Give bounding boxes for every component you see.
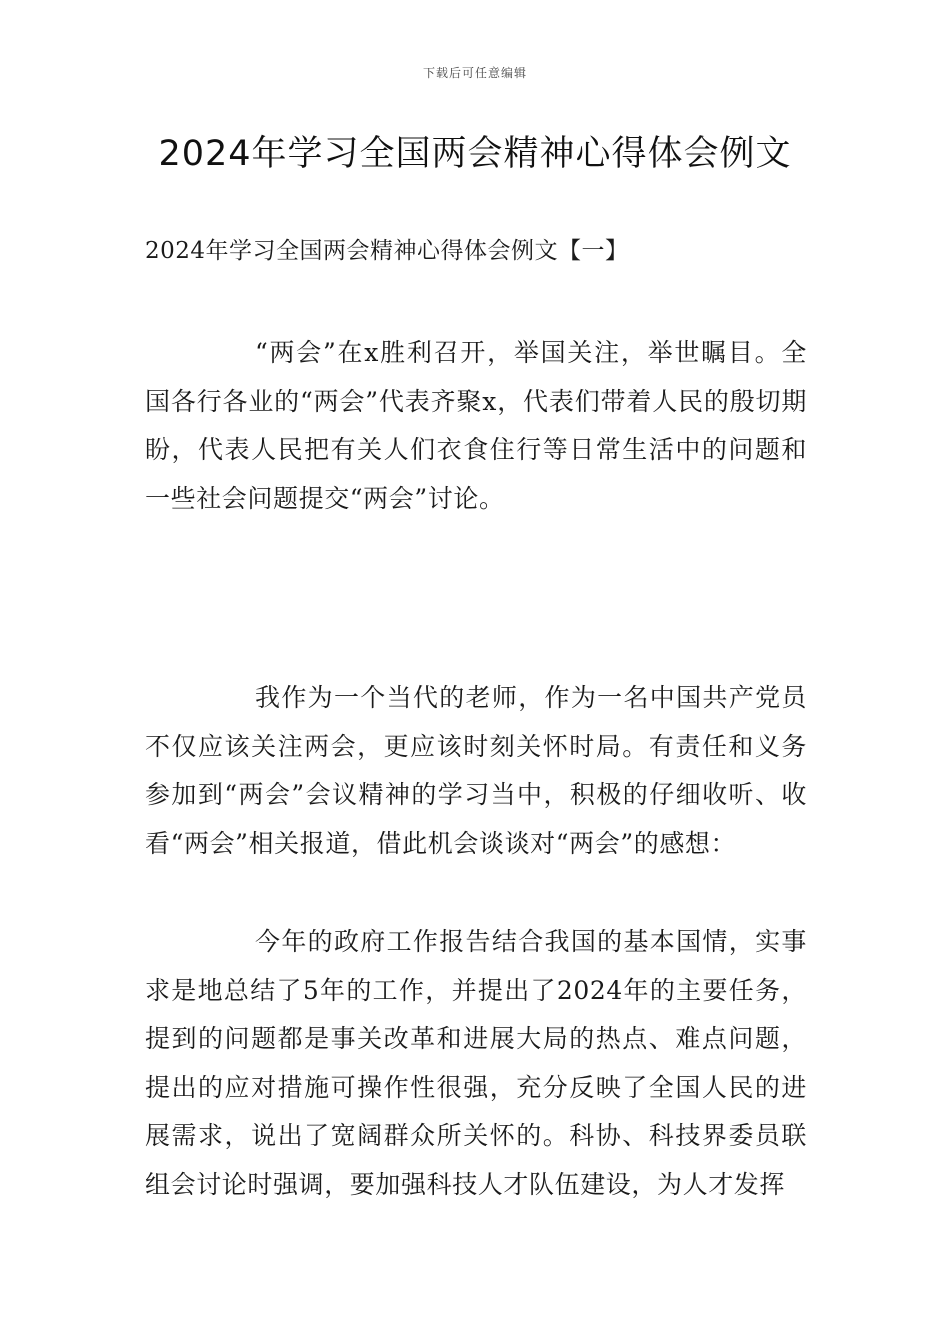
page-title: 2024年学习全国两会精神心得体会例文 (158, 134, 792, 174)
paragraph-1: “两会”在x胜利召开，举国关注，举世瞩目。全国各行各业的“两会”代表齐聚x，代表们带着人民的殷切期盼，代表人民把有关人们衣食住行等日常生活中的问题和一些社会问题提交“两会”讨论。 (145, 338, 807, 513)
section-heading: 2024年学习全国两会精神心得体会例文【一】 (145, 238, 629, 264)
header-note: 下载后可任意编辑 (422, 66, 527, 80)
paragraph-2: 我作为一个当代的老师，作为一名中国共产党员不仅应该关注两会，更应该时刻关怀时局。有责任和义务参加到“两会”会议精神的学习当中，积极的仔细收听、收看“两会”相关报道，借此机会谈谈对“两会”的感想： (145, 683, 807, 858)
paragraph-3: 今年的政府工作报告结合我国的基本国情，实事求是地总结了5年的工作，并提出了2024年的主要任务，提到的问题都是事关改革和进展大局的热点、难点问题，提出的应对措施可操作性很强，充分反映了全国人民的进展需求，说出了宽阔群众所关怀的。科协、科技界委员联组会讨论时强调，要加强科技人才队伍建设，为人才发挥 (145, 927, 807, 1199)
